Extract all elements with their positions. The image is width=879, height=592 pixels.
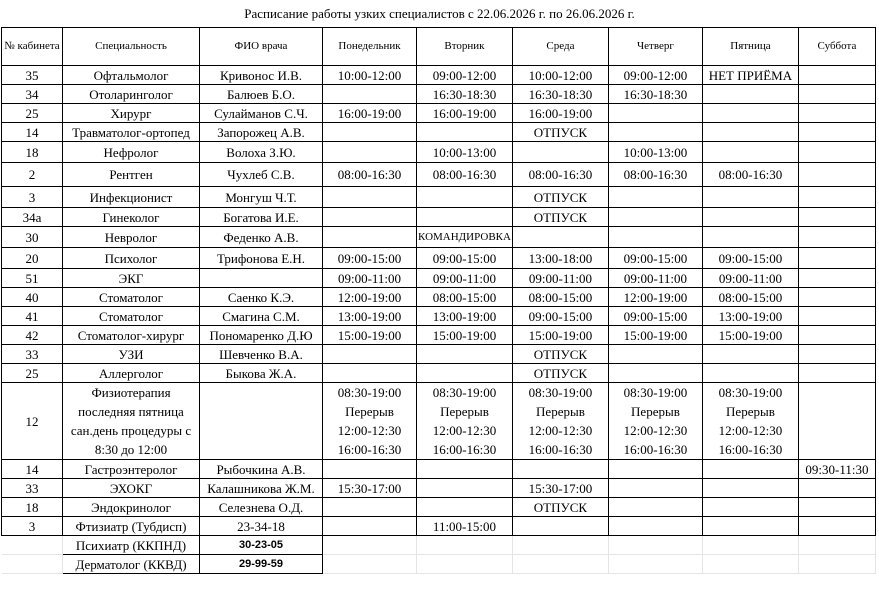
cell-monday[interactable] <box>323 498 417 517</box>
cell-friday[interactable] <box>702 498 798 517</box>
cell-thursday[interactable] <box>608 227 702 248</box>
cell-doctor[interactable]: Монгуш Ч.Т. <box>200 187 323 208</box>
cell-tuesday[interactable]: 08:00-15:00 <box>417 288 513 307</box>
cell-tuesday[interactable] <box>417 460 513 479</box>
cell-saturday[interactable] <box>798 85 875 104</box>
physio-hours-line: Перерыв <box>440 404 489 419</box>
physio-specialty-line: последняя пятница <box>78 404 184 419</box>
table-row <box>2 163 876 187</box>
cell-room[interactable]: 20 <box>2 248 63 269</box>
cell-wednesday[interactable]: 09:00-11:00 <box>512 269 608 288</box>
cell-wednesday[interactable]: 15:00-19:00 <box>512 326 608 345</box>
header-friday[interactable]: Пятница <box>702 28 798 66</box>
cell-wednesday[interactable]: 15:30-17:00 <box>512 479 608 498</box>
table-row <box>2 364 876 383</box>
cell-specialty[interactable]: ЭХОКГ <box>63 479 200 498</box>
cell-room[interactable]: 14 <box>2 123 63 142</box>
physio-specialty-line: сан.день процедуры с <box>70 423 192 438</box>
cell-doctor[interactable]: Смагина С.М. <box>200 307 323 326</box>
physio-hours-line: 16:00-16:30 <box>623 442 688 457</box>
cell-thursday[interactable] <box>608 104 702 123</box>
table-row <box>2 208 876 227</box>
cell-monday[interactable]: 09:00-11:00 <box>323 269 417 288</box>
cell-tuesday[interactable] <box>417 364 513 383</box>
cell-tuesday[interactable] <box>417 123 513 142</box>
cell-room[interactable]: 14 <box>2 460 63 479</box>
cell-wednesday[interactable] <box>512 383 608 460</box>
cell-specialty[interactable] <box>63 383 200 460</box>
cell-room[interactable]: 42 <box>2 326 63 345</box>
cell-thursday[interactable]: 09:00-12:00 <box>608 66 702 85</box>
cell-doctor[interactable]: 23-34-18 <box>200 517 323 536</box>
physio-hours-line: Перерыв <box>631 404 680 419</box>
table-row <box>2 104 876 123</box>
physio-hours-line: 16:00-16:30 <box>528 442 593 457</box>
physio-hours-line: Перерыв <box>345 404 394 419</box>
cell-saturday[interactable] <box>798 123 875 142</box>
schedule-table <box>1 27 876 574</box>
cell-specialty[interactable]: УЗИ <box>63 345 200 364</box>
cell-specialty[interactable]: Рентген <box>63 163 200 187</box>
cell-wednesday[interactable] <box>512 517 608 536</box>
cell-room[interactable]: 33 <box>2 345 63 364</box>
header-wednesday[interactable]: Среда <box>512 28 608 66</box>
cell-specialty[interactable]: Стоматолог <box>63 307 200 326</box>
cell-thursday[interactable]: 09:00-15:00 <box>608 248 702 269</box>
cell-room[interactable]: 41 <box>2 307 63 326</box>
table-row <box>2 66 876 85</box>
cell-wednesday[interactable]: 08:00-15:00 <box>512 288 608 307</box>
cell-tuesday[interactable] <box>417 208 513 227</box>
cell-friday[interactable]: 09:00-15:00 <box>702 248 798 269</box>
cell-doctor[interactable]: Трифонова Е.Н. <box>200 248 323 269</box>
cell-specialty[interactable]: Невролог <box>63 227 200 248</box>
cell-saturday[interactable] <box>798 227 875 248</box>
cell-wednesday[interactable]: 08:00-16:30 <box>512 163 608 187</box>
cell-doctor[interactable]: Богатова И.Е. <box>200 208 323 227</box>
cell-wednesday[interactable] <box>512 227 608 248</box>
table-row <box>2 142 876 163</box>
cell-friday[interactable] <box>702 208 798 227</box>
cell-saturday[interactable]: 09:30-11:30 <box>798 460 875 479</box>
cell-monday[interactable] <box>323 227 417 248</box>
cell-saturday[interactable] <box>798 187 875 208</box>
cell-wednesday[interactable]: 16:30-18:30 <box>512 85 608 104</box>
cell-monday[interactable] <box>323 85 417 104</box>
cell-monday[interactable]: 16:00-19:00 <box>323 104 417 123</box>
schedule-title: Расписание работы узких специалистов с 22.06.2026 г. по 26.06.2026 г. <box>244 5 635 21</box>
cell-thursday[interactable] <box>608 517 702 536</box>
cell-specialty[interactable]: Эндокринолог <box>63 498 200 517</box>
cell-monday[interactable]: 13:00-19:00 <box>323 307 417 326</box>
cell-room[interactable]: 30 <box>2 227 63 248</box>
cell-thursday[interactable] <box>608 345 702 364</box>
cell-thursday[interactable]: 09:00-11:00 <box>608 269 702 288</box>
physio-hours-line: 08:30-19:00 <box>337 385 402 400</box>
table-row <box>2 187 876 208</box>
cell-monday[interactable] <box>323 555 417 574</box>
cell-saturday[interactable] <box>798 536 875 555</box>
cell-thursday[interactable] <box>608 498 702 517</box>
physio-hours-line: 16:00-16:30 <box>337 442 402 457</box>
cell-thursday[interactable]: 16:30-18:30 <box>608 85 702 104</box>
cell-monday[interactable] <box>323 536 417 555</box>
cell-doctor[interactable]: Балюев Б.О. <box>200 85 323 104</box>
cell-tuesday[interactable]: 16:00-19:00 <box>417 104 513 123</box>
cell-thursday[interactable]: 09:00-15:00 <box>608 307 702 326</box>
cell-wednesday[interactable]: 13:00-18:00 <box>512 248 608 269</box>
cell-specialty[interactable]: Травматолог-ортопед <box>63 123 200 142</box>
cell-monday[interactable]: 09:00-15:00 <box>323 248 417 269</box>
cell-doctor[interactable]: Волоха З.Ю. <box>200 142 323 163</box>
cell-doctor[interactable]: Саенко К.Э. <box>200 288 323 307</box>
cell-specialty[interactable]: Хирург <box>63 104 200 123</box>
cell-specialty[interactable]: Инфекционист <box>63 187 200 208</box>
cell-doctor[interactable]: Феденко А.В. <box>200 227 323 248</box>
cell-tuesday[interactable]: 16:30-18:30 <box>417 85 513 104</box>
cell-wednesday[interactable]: ОТПУСК <box>512 364 608 383</box>
cell-room[interactable]: 3 <box>2 517 63 536</box>
cell-saturday[interactable] <box>798 345 875 364</box>
cell-thursday[interactable]: 12:00-19:00 <box>608 288 702 307</box>
cell-room[interactable]: 3 <box>2 187 63 208</box>
physio-specialty-line: Физиотерапия <box>91 385 171 400</box>
cell-saturday[interactable] <box>798 479 875 498</box>
cell-thursday[interactable]: 08:00-16:30 <box>608 163 702 187</box>
cell-specialty[interactable]: Аллерголог <box>63 364 200 383</box>
cell-monday[interactable] <box>323 187 417 208</box>
table-row <box>2 460 876 479</box>
header-tuesday[interactable]: Вторник <box>417 28 513 66</box>
physio-hours-line: 08:30-19:00 <box>432 385 497 400</box>
physio-specialty-line: 8:30 до 12:00 <box>94 442 168 457</box>
cell-saturday[interactable] <box>798 248 875 269</box>
cell-wednesday[interactable] <box>512 555 608 574</box>
cell-room[interactable]: 25 <box>2 364 63 383</box>
cell-tuesday[interactable]: 09:00-12:00 <box>417 66 513 85</box>
physio-hours-line: Перерыв <box>536 404 585 419</box>
cell-wednesday[interactable]: ОТПУСК <box>512 208 608 227</box>
cell-specialty[interactable]: Гастроэнтеролог <box>63 460 200 479</box>
cell-wednesday[interactable] <box>512 536 608 555</box>
cell-tuesday[interactable]: 10:00-13:00 <box>417 142 513 163</box>
table-row <box>2 479 876 498</box>
cell-friday[interactable] <box>702 85 798 104</box>
cell-room[interactable]: 18 <box>2 142 63 163</box>
cell-room[interactable]: 40 <box>2 288 63 307</box>
cell-friday[interactable] <box>702 123 798 142</box>
table-row <box>2 227 876 248</box>
cell-doctor[interactable]: Шевченко В.А. <box>200 345 323 364</box>
cell-wednesday[interactable]: 16:00-19:00 <box>512 104 608 123</box>
cell-monday[interactable] <box>323 460 417 479</box>
cell-specialty[interactable]: Стоматолог <box>63 288 200 307</box>
cell-doctor[interactable]: Селезнева О.Д. <box>200 498 323 517</box>
cell-friday[interactable]: 08:00-16:30 <box>702 163 798 187</box>
cell-doctor[interactable]: 29-99-59 <box>200 555 323 574</box>
cell-room[interactable]: 18 <box>2 498 63 517</box>
cell-thursday[interactable] <box>608 187 702 208</box>
cell-specialty[interactable]: Отоларинголог <box>63 85 200 104</box>
cell-doctor[interactable]: Калашникова Ж.М. <box>200 479 323 498</box>
cell-tuesday[interactable] <box>417 187 513 208</box>
cell-tuesday[interactable]: 11:00-15:00 <box>417 517 513 536</box>
cell-wednesday[interactable]: 09:00-15:00 <box>512 307 608 326</box>
cell-doctor[interactable] <box>200 269 323 288</box>
table-row-contact <box>2 536 876 555</box>
cell-wednesday[interactable]: 10:00-12:00 <box>512 66 608 85</box>
cell-wednesday[interactable]: ОТПУСК <box>512 123 608 142</box>
cell-friday[interactable] <box>702 460 798 479</box>
cell-thursday[interactable] <box>608 460 702 479</box>
cell-saturday[interactable] <box>798 163 875 187</box>
cell-friday[interactable] <box>702 104 798 123</box>
table-row <box>2 123 876 142</box>
cell-wednesday[interactable]: ОТПУСК <box>512 498 608 517</box>
cell-saturday[interactable] <box>798 66 875 85</box>
table-row <box>2 269 876 288</box>
cell-specialty[interactable]: Нефролог <box>63 142 200 163</box>
cell-room[interactable]: 34 <box>2 85 63 104</box>
cell-room[interactable]: 33 <box>2 479 63 498</box>
cell-monday[interactable]: 10:00-12:00 <box>323 66 417 85</box>
cell-wednesday[interactable] <box>512 142 608 163</box>
table-row-contact <box>2 555 876 574</box>
cell-doctor[interactable]: Кривонос И.В. <box>200 66 323 85</box>
header-room[interactable]: № кабинета <box>2 28 63 66</box>
cell-monday[interactable] <box>323 364 417 383</box>
cell-friday[interactable] <box>702 227 798 248</box>
cell-doctor[interactable]: Запорожец А.В. <box>200 123 323 142</box>
cell-tuesday[interactable]: 13:00-19:00 <box>417 307 513 326</box>
cell-doctor[interactable]: Чухлеб С.В. <box>200 163 323 187</box>
physio-hours-line: 16:00-16:30 <box>432 442 497 457</box>
cell-saturday[interactable] <box>798 104 875 123</box>
cell-saturday[interactable] <box>798 383 875 460</box>
cell-tuesday[interactable]: 09:00-11:00 <box>417 269 513 288</box>
cell-friday[interactable] <box>702 383 798 460</box>
physio-hours-line: 12:00-12:30 <box>337 423 402 438</box>
table-row <box>2 248 876 269</box>
cell-friday[interactable]: 09:00-11:00 <box>702 269 798 288</box>
cell-tuesday[interactable] <box>417 498 513 517</box>
cell-wednesday[interactable]: ОТПУСК <box>512 187 608 208</box>
cell-thursday[interactable] <box>608 536 702 555</box>
cell-room[interactable]: 35 <box>2 66 63 85</box>
cell-tuesday[interactable] <box>417 479 513 498</box>
cell-monday[interactable]: 08:00-16:30 <box>323 163 417 187</box>
cell-saturday[interactable] <box>798 307 875 326</box>
header-thursday[interactable]: Четверг <box>608 28 702 66</box>
cell-friday[interactable] <box>702 517 798 536</box>
cell-tuesday[interactable] <box>417 345 513 364</box>
cell-room[interactable]: 12 <box>2 383 63 460</box>
cell-monday[interactable] <box>323 123 417 142</box>
physio-hours-line: 12:00-12:30 <box>432 423 497 438</box>
physio-hours-line: 08:30-19:00 <box>528 385 593 400</box>
cell-friday[interactable] <box>702 364 798 383</box>
cell-monday[interactable] <box>323 142 417 163</box>
physio-hours-line: 12:00-12:30 <box>528 423 593 438</box>
cell-saturday[interactable] <box>798 208 875 227</box>
cell-specialty[interactable]: Психолог <box>63 248 200 269</box>
cell-wednesday[interactable] <box>512 460 608 479</box>
cell-specialty[interactable]: Фтизиатр (Тубдисп) <box>63 517 200 536</box>
cell-monday[interactable] <box>323 383 417 460</box>
table-row <box>2 498 876 517</box>
cell-specialty[interactable]: Дерматолог (ККВД) <box>63 555 200 574</box>
table-row <box>2 345 876 364</box>
cell-room[interactable]: 51 <box>2 269 63 288</box>
cell-specialty[interactable]: Офтальмолог <box>63 66 200 85</box>
cell-room[interactable]: 2 <box>2 163 63 187</box>
header-monday[interactable]: Понедельник <box>323 28 417 66</box>
cell-friday[interactable]: НЕТ ПРИЁМА <box>702 66 798 85</box>
cell-room[interactable] <box>2 555 63 574</box>
cell-thursday[interactable] <box>608 208 702 227</box>
cell-saturday[interactable] <box>798 555 875 574</box>
cell-saturday[interactable] <box>798 517 875 536</box>
cell-friday[interactable] <box>702 536 798 555</box>
cell-wednesday[interactable]: ОТПУСК <box>512 345 608 364</box>
cell-monday[interactable]: 15:00-19:00 <box>323 326 417 345</box>
cell-tuesday[interactable] <box>417 383 513 460</box>
cell-doctor[interactable]: Быкова Ж.А. <box>200 364 323 383</box>
header-doctor[interactable]: ФИО врача <box>200 28 323 66</box>
cell-tuesday[interactable]: 15:00-19:00 <box>417 326 513 345</box>
cell-monday[interactable] <box>323 208 417 227</box>
table-row-physiotherapy <box>2 383 876 460</box>
cell-thursday[interactable] <box>608 383 702 460</box>
cell-tuesday[interactable] <box>417 555 513 574</box>
header-saturday[interactable]: Суббота <box>798 28 875 66</box>
cell-saturday[interactable] <box>798 288 875 307</box>
cell-doctor[interactable] <box>200 383 323 460</box>
cell-saturday[interactable] <box>798 142 875 163</box>
table-row <box>2 85 876 104</box>
table-row <box>2 326 876 345</box>
cell-room[interactable] <box>2 536 63 555</box>
cell-friday[interactable] <box>702 142 798 163</box>
cell-friday[interactable]: 08:00-15:00 <box>702 288 798 307</box>
cell-thursday[interactable]: 10:00-13:00 <box>608 142 702 163</box>
physio-hours-line: 08:30-19:00 <box>623 385 688 400</box>
cell-thursday[interactable] <box>608 123 702 142</box>
cell-monday[interactable] <box>323 517 417 536</box>
header-row <box>2 28 876 66</box>
cell-room[interactable]: 34а <box>2 208 63 227</box>
cell-friday[interactable] <box>702 479 798 498</box>
table-row <box>2 288 876 307</box>
cell-saturday[interactable] <box>798 326 875 345</box>
cell-friday[interactable]: 13:00-19:00 <box>702 307 798 326</box>
cell-tuesday[interactable] <box>417 536 513 555</box>
table-row <box>2 517 876 536</box>
physio-hours-line: Перерыв <box>726 404 775 419</box>
cell-specialty[interactable]: ЭКГ <box>63 269 200 288</box>
cell-tuesday[interactable]: 09:00-15:00 <box>417 248 513 269</box>
physio-hours-line: 12:00-12:30 <box>718 423 783 438</box>
cell-saturday[interactable] <box>798 364 875 383</box>
cell-specialty[interactable]: Гинеколог <box>63 208 200 227</box>
cell-friday[interactable] <box>702 555 798 574</box>
cell-tuesday[interactable]: 08:00-16:30 <box>417 163 513 187</box>
cell-friday[interactable] <box>702 345 798 364</box>
cell-specialty[interactable]: Стоматолог-хирург <box>63 326 200 345</box>
physio-hours-line: 08:30-19:00 <box>718 385 783 400</box>
cell-thursday[interactable] <box>608 555 702 574</box>
cell-monday[interactable]: 12:00-19:00 <box>323 288 417 307</box>
cell-monday[interactable]: 15:30-17:00 <box>323 479 417 498</box>
cell-saturday[interactable] <box>798 269 875 288</box>
cell-doctor[interactable]: 30-23-05 <box>200 536 323 555</box>
cell-thursday[interactable] <box>608 479 702 498</box>
physio-hours-line: 16:00-16:30 <box>718 442 783 457</box>
cell-doctor[interactable]: Сулайманов С.Ч. <box>200 104 323 123</box>
cell-monday[interactable] <box>323 345 417 364</box>
cell-doctor[interactable]: Пономаренко Д.Ю <box>200 326 323 345</box>
cell-room[interactable]: 25 <box>2 104 63 123</box>
cell-tuesday[interactable]: КОМАНДИРОВКА <box>417 227 513 248</box>
table-row <box>2 307 876 326</box>
cell-doctor[interactable]: Рыбочкина А.В. <box>200 460 323 479</box>
cell-saturday[interactable] <box>798 498 875 517</box>
cell-specialty[interactable]: Психиатр (ККПНД) <box>63 536 200 555</box>
cell-thursday[interactable] <box>608 364 702 383</box>
physio-hours-line: 12:00-12:30 <box>623 423 688 438</box>
header-specialty[interactable]: Специальность <box>63 28 200 66</box>
cell-friday[interactable] <box>702 187 798 208</box>
cell-thursday[interactable]: 15:00-19:00 <box>608 326 702 345</box>
cell-friday[interactable]: 15:00-19:00 <box>702 326 798 345</box>
